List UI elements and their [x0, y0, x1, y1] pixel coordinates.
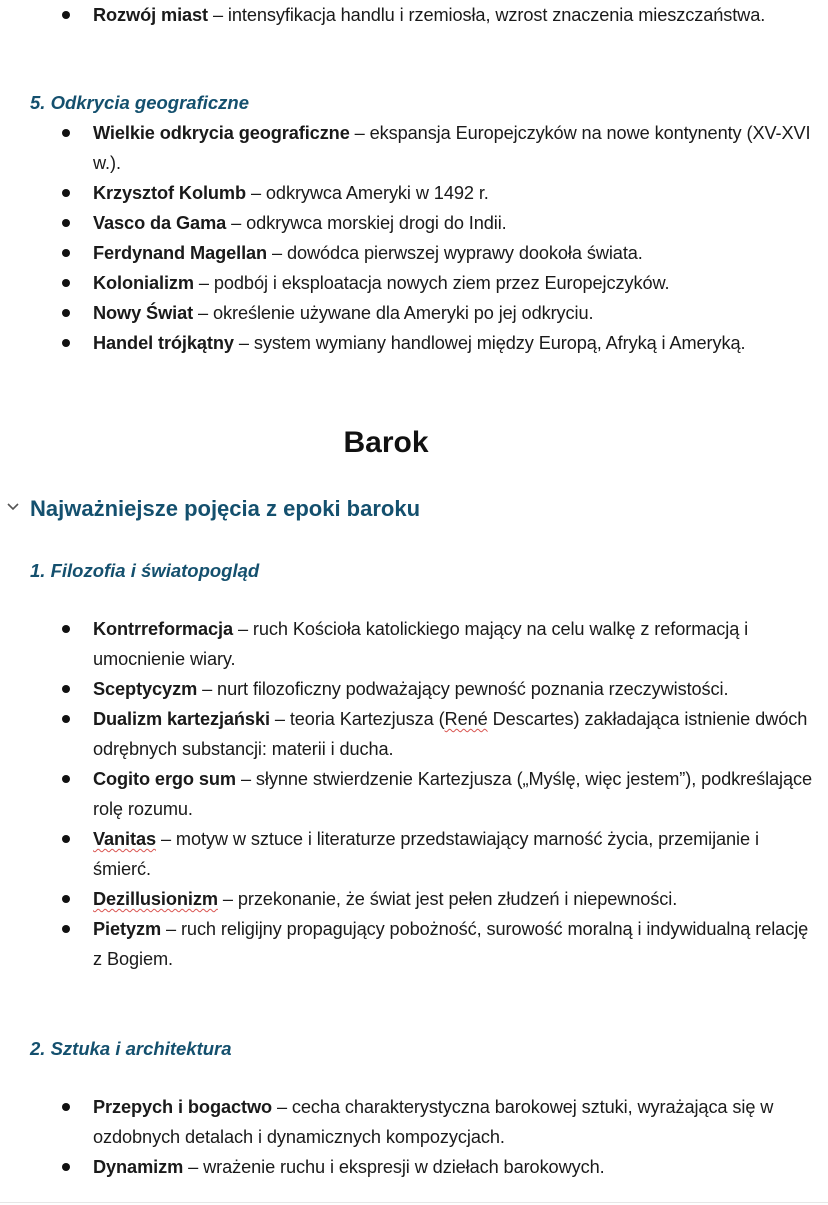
description: – ruch religijny propagujący pobożność, surowość moralną i indywidualną relację z Bogiem.: [93, 919, 809, 969]
list-item: [0, 824, 828, 884]
section5-list: [0, 118, 828, 358]
epoch-title: Barok: [343, 426, 429, 459]
section1-list: [0, 614, 828, 974]
description: – cecha charakterystyczna barokowej sztuki, wyrażająca się w ozdobnych detalach i dynamicznych kompozycjach.: [93, 1097, 774, 1147]
description: – odkrywca Ameryki w 1492 r.: [246, 183, 489, 203]
top-list: [0, 0, 828, 30]
bullet-dot-icon: [62, 309, 70, 317]
list-item: [0, 674, 828, 704]
bullet-dot-icon: [62, 1103, 70, 1111]
term: Dualizm kartezjański: [93, 709, 270, 729]
term[interactable]: Vanitas: [93, 829, 156, 849]
description: – określenie używane dla Ameryki po jej odkryciu.: [193, 303, 594, 323]
bullet-dot-icon: [62, 249, 70, 257]
bullet-dot-icon: [62, 279, 70, 287]
description: – teoria Kartezjusza (: [269, 709, 445, 729]
bullet-dot-icon: [62, 775, 70, 783]
list-item: [0, 178, 828, 208]
list-item: [0, 328, 828, 358]
description: – słynne stwierdzenie Kartezjusza („Myślę, więc jestem”), podkreślające rolę rozumu.: [93, 769, 813, 819]
bullet-dot-icon: [62, 895, 70, 903]
description: – podbój i eksploatacja nowych ziem przez Europejczyków.: [193, 273, 670, 293]
list-item: [0, 238, 828, 268]
list-item: [0, 0, 828, 30]
term: Kontrreformacja: [93, 619, 233, 639]
list-item: [0, 1092, 828, 1152]
term: Vasco da Gama: [93, 213, 227, 233]
list-item: [0, 298, 828, 328]
term: Cogito ergo sum: [93, 769, 236, 789]
main-heading[interactable]: Najważniejsze pojęcia z epoki baroku: [30, 496, 421, 521]
term: Sceptycyzm: [93, 679, 198, 699]
bullet-dot-icon: [62, 685, 70, 693]
term: Dynamizm: [93, 1157, 184, 1177]
term: Nowy Świat: [93, 303, 194, 323]
section-heading: 2. Sztuka i architektura: [30, 1038, 232, 1059]
list-item: [0, 118, 828, 178]
divider: [0, 1202, 828, 1203]
bullet-dot-icon: [62, 1163, 70, 1171]
description: – odkrywca morskiej drogi do Indii.: [226, 213, 507, 233]
list-item: [0, 764, 828, 824]
description: Descartes) zakładająca istnienie dwóch odrębnych substancji: materii i ducha.: [93, 709, 808, 759]
section-heading: 5. Odkrycia geograficzne: [30, 92, 250, 113]
term: Krzysztof Kolumb: [93, 183, 246, 203]
term: Ferdynand Magellan: [93, 243, 268, 263]
bullet-dot-icon: [62, 11, 70, 19]
term: Handel trójkątny: [93, 333, 234, 353]
term[interactable]: Dezillusionizm: [93, 889, 218, 909]
list-item: [0, 208, 828, 238]
list-item: [0, 268, 828, 298]
description: – intensyfikacja handlu i rzemiosła, wzrost znaczenia mieszczaństwa.: [208, 5, 766, 25]
list-item: [0, 614, 828, 674]
bullet-dot-icon: [62, 625, 70, 633]
description: – nurt filozoficzny podważający pewność poznania rzeczywistości.: [197, 679, 729, 699]
term: Rozwój miast: [93, 5, 209, 25]
list-item: [0, 884, 828, 914]
description: – system wymiany handlowej między Europą, Afryką i Ameryką.: [233, 333, 746, 353]
chevron-down-icon[interactable]: [6, 502, 20, 512]
list-item: [0, 914, 828, 974]
description: – dowódca pierwszej wyprawy dookoła świata.: [267, 243, 643, 263]
description: – wrażenie ruchu i ekspresji w dziełach barokowych.: [183, 1157, 605, 1177]
description: – przekonanie, że świat jest pełen złudzeń i niepewności.: [217, 889, 678, 909]
description: – ruch Kościoła katolickiego mający na celu walkę z reformacją i umocnienie wiary.: [93, 619, 749, 669]
section-heading: 1. Filozofia i światopogląd: [30, 560, 260, 581]
bullet-dot-icon: [62, 715, 70, 723]
list-item: [0, 1152, 828, 1182]
bullet-dot-icon: [62, 925, 70, 933]
spellcheck-flag[interactable]: René: [444, 709, 488, 729]
term: Wielkie odkrycia geograficzne: [93, 123, 350, 143]
list-item: [0, 704, 828, 764]
description: – ekspansja Europejczyków na nowe kontynenty (XV-XVI w.).: [93, 123, 811, 173]
bullet-dot-icon: [62, 219, 70, 227]
term: Przepych i bogactwo: [93, 1097, 272, 1117]
bullet-dot-icon: [62, 835, 70, 843]
term: Pietyzm: [93, 919, 162, 939]
bullet-dot-icon: [62, 339, 70, 347]
bullet-dot-icon: [62, 189, 70, 197]
bullet-dot-icon: [62, 129, 70, 137]
description: – motyw w sztuce i literaturze przedstawiający marność życia, przemijanie i śmierć.: [93, 829, 759, 879]
section2-list: [0, 1092, 828, 1182]
term: Kolonializm: [93, 273, 194, 293]
